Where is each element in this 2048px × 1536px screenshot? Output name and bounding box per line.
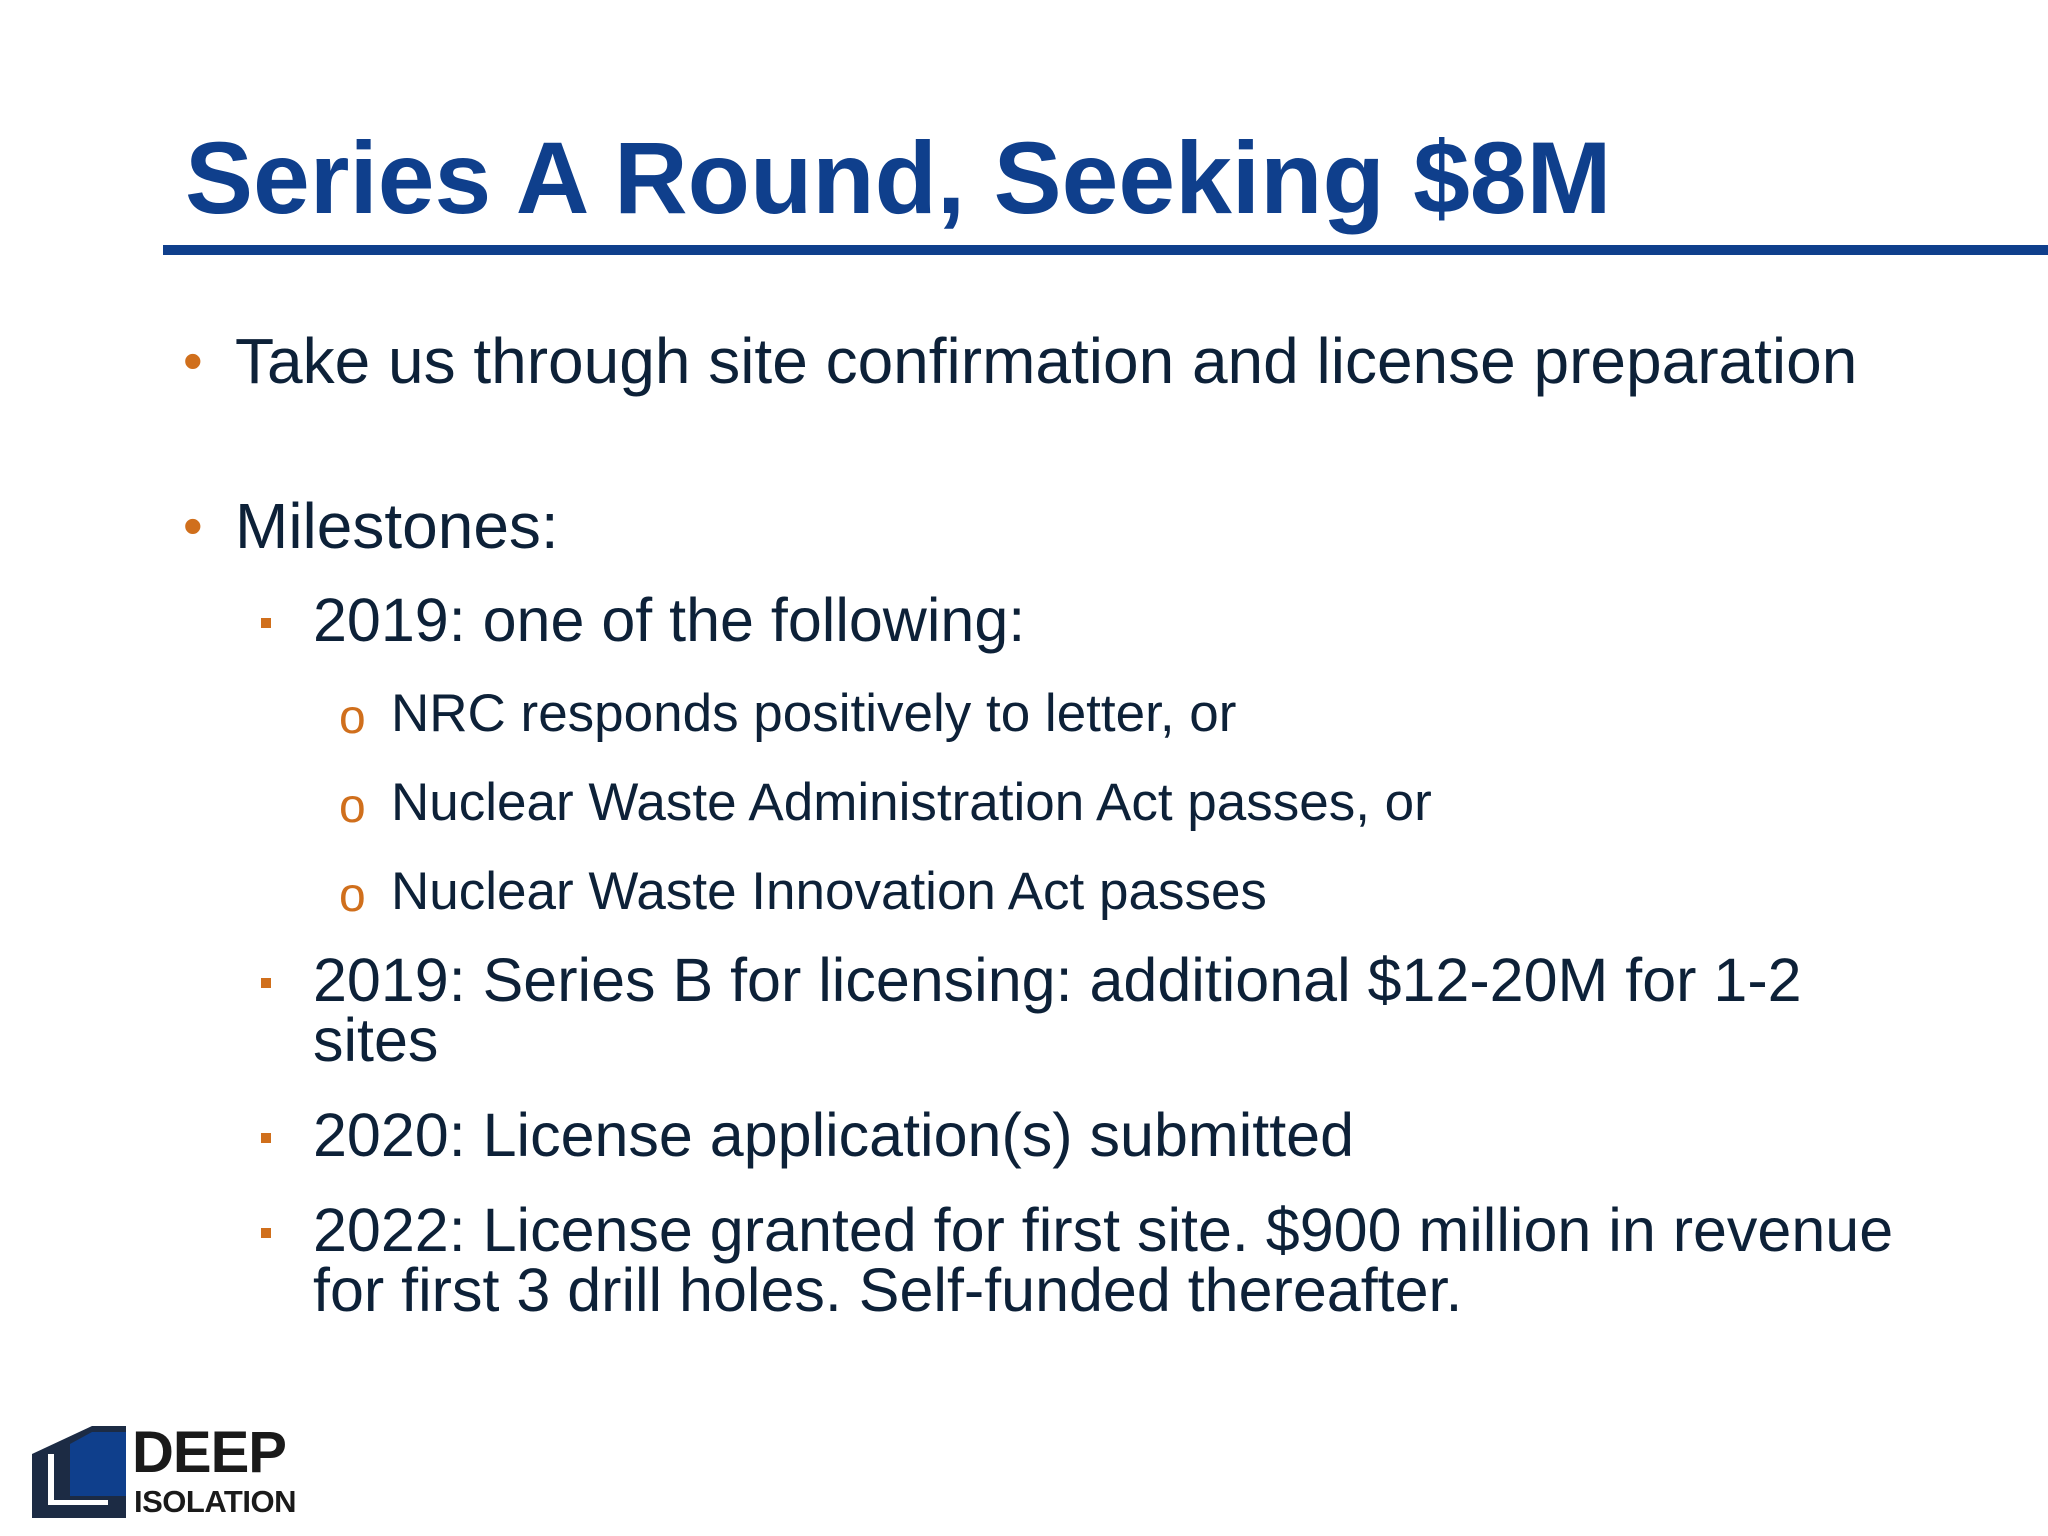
company-logo: [30, 1420, 330, 1520]
bullet-item-level3: [339, 862, 1941, 922]
slide-title: Series A Round, Seeking $8M: [185, 121, 1612, 235]
bullet-item-level2: [313, 586, 1933, 654]
square-bullet-icon: [261, 978, 271, 988]
bullet-text: Nuclear Waste Innovation Act passes: [391, 862, 1267, 921]
square-bullet-icon: [261, 1228, 271, 1238]
deep-isolation-logo-icon: [30, 1426, 130, 1518]
bullet-text: 2022: License granted for first site. $900 million in revenue for first 3 drill holes. Self-funded thereafter.: [313, 1196, 1894, 1324]
square-bullet-icon: [261, 1133, 271, 1143]
circle-bullet-icon: o: [339, 869, 366, 922]
bullet-item-level1: [183, 490, 1885, 562]
logo-wordmark-line2: ISOLATION: [134, 1484, 296, 1519]
bullet-text: Nuclear Waste Administration Act passes, or: [391, 773, 1432, 832]
bullet-item-level1: [183, 325, 1885, 397]
logo-wordmark-line1: DEEP: [132, 1420, 286, 1485]
bullet-item-level2: [313, 946, 1933, 1074]
circle-bullet-icon: o: [339, 780, 366, 833]
bullet-item-level2: [313, 1101, 1933, 1169]
bullet-item-level3: [339, 773, 1941, 833]
bullet-text: 2020: License application(s) submitted: [313, 1101, 1354, 1169]
bullet-item-level2: [313, 1196, 1933, 1324]
square-bullet-icon: [261, 618, 271, 628]
bullet-item-level3: [339, 684, 1941, 744]
bullet-text: Milestones:: [235, 490, 559, 562]
bullet-text: 2019: one of the following:: [313, 586, 1026, 654]
bullet-text: Take us through site confirmation and license preparation: [235, 325, 1858, 397]
bullet-dot-icon: •: [183, 494, 203, 557]
bullet-text: NRC responds positively to letter, or: [391, 684, 1237, 743]
bullet-text: 2019: Series B for licensing: additional $12-20M for 1-2 sites: [313, 946, 1802, 1074]
bullet-dot-icon: •: [183, 329, 203, 392]
circle-bullet-icon: o: [339, 691, 366, 744]
